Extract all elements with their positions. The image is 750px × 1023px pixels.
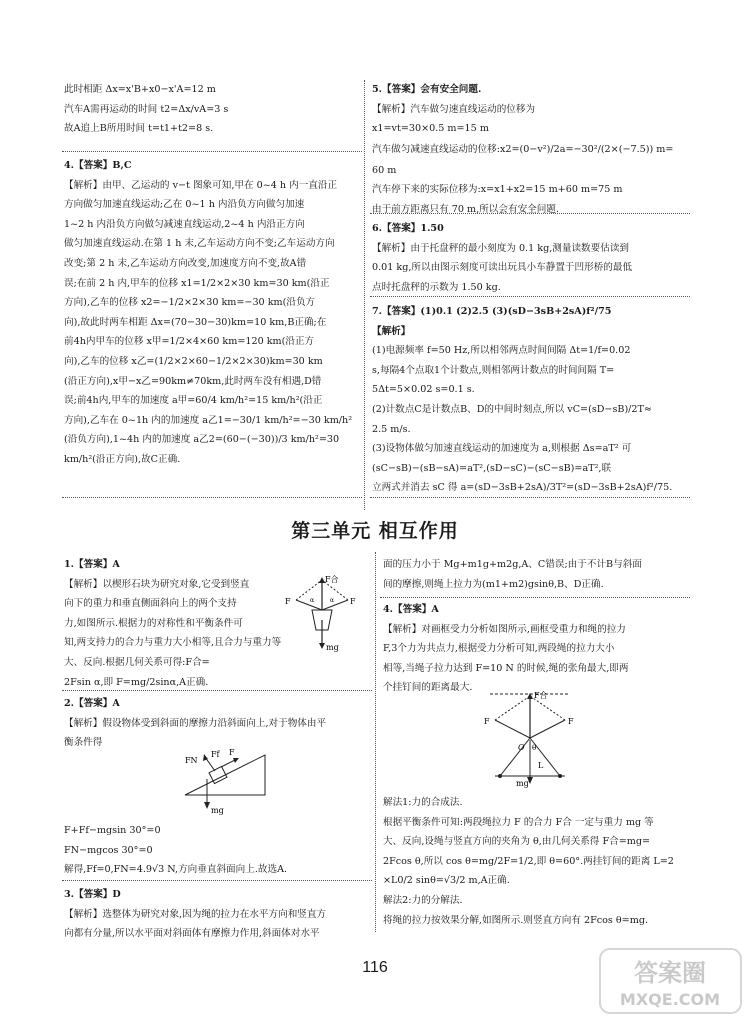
analysis-label: 【解析】 (372, 325, 411, 337)
watermark-bottom-text: MXQE.COM (619, 990, 721, 1009)
question-5-block (372, 80, 690, 220)
text-line: (沿正方向),x甲−x乙=90km≠70km,此时两车没有相遇,D错 (64, 375, 322, 387)
watermark-logo (598, 945, 743, 1017)
page-number: 116 (362, 959, 388, 976)
text-line: s,每隔4个点取1个计数点,则相邻两计数点的时间间隔 T= (372, 364, 615, 376)
text-line: 知,两支持力的合力与重力大小相等,且合力与重力等 (64, 637, 282, 649)
text-line: 面的压力小于 Mg+m1g+m2g,A、C错误;由于不计B与斜面 (383, 559, 642, 570)
text-line: 【解析】由于托盘秤的最小刻度为 0.1 kg,测量读数要估读到 (372, 242, 630, 254)
text-line: 方向),乙车的位移 x2=−1/2×2×30 km=−30 km(沿负方 (64, 297, 316, 309)
text-line: F+Ff−mgsin 30°=0 (64, 825, 161, 836)
alpha-left-label: α (310, 597, 315, 604)
text-line: 【解析】汽车做匀速直线运动的位移为 (372, 103, 536, 115)
ff-label: Ff (211, 750, 220, 759)
text-line: 【解析】以楔形石块为研究对象,它受到竖直 (64, 578, 250, 590)
text-line: 【解析】对画框受力分析如图所示,画框受重力和绳的拉力 (383, 623, 626, 635)
incline-force-diagram (175, 745, 275, 817)
left-divider-2 (62, 497, 362, 498)
text-line: (sC−sB)−(sB−sA)=aT²,(sD−sC)−(sC−sB)=aT²,联 (372, 462, 612, 474)
text-line: 解得,Ff=0,FN=4.9√3 N,方向垂直斜面向上.故选A. (64, 864, 288, 876)
f-sum-label: F合 (325, 575, 339, 584)
lb-divider-2 (62, 880, 372, 881)
text-line: 向),故此时两车相距 Δx=(70−30−30)km=10 km,B正确;在 (64, 316, 327, 328)
text-line: 间的摩擦,则绳上拉力为(m1+m2)gsinθ,B、D正确. (383, 578, 604, 590)
frame-force-diagram (480, 688, 580, 788)
question-6-block (372, 219, 690, 297)
answer-label: 1.【答案】A (64, 559, 120, 570)
text-line: 60 m (372, 164, 397, 176)
text-line: 此时相距 Δx=x'B+x0−x'A=12 m (64, 84, 216, 95)
text-line: x1=vt=30×0.5 m=15 m (372, 123, 489, 135)
text-line: 由于前方距离只有 70 m,所以会有安全问题. (372, 203, 560, 215)
question-7-block (372, 302, 690, 498)
rb-divider-1 (380, 597, 690, 598)
text-line: (1)电源频率 f=50 Hz,所以相邻两点时间间隔 Δt=1/f=0.02 (372, 345, 631, 357)
question-2-equations (64, 821, 374, 880)
text-line: 点时托盘秤的示数为 1.50 kg. (372, 281, 501, 293)
text-line: 前4h内甲车的位移 x甲=1/2×4×60 km=120 km(沿正方 (64, 336, 315, 348)
answer-label: 2.【答案】A (64, 698, 120, 709)
text-line: 2Fcos θ,所以 cos θ=mg/2F=1/2,即 θ=60°.两挂钉间的距离 L=2 (383, 855, 674, 867)
text-line: 衡条件得 (64, 737, 103, 749)
text-line: FN−mgcos 30°=0 (64, 844, 153, 856)
column-divider-bottom (375, 552, 376, 932)
text-line: 0.01 kg,所以由图示刻度可读出玩具小车静置于凹形桥的最低 (372, 262, 633, 274)
text-line: ×L0/2 sinθ=√3/2 m,A正确. (383, 875, 510, 887)
text-line: 做匀加速直线运动.在第 1 h 末,乙车运动方向不变;乙车运动方向 (64, 238, 335, 250)
answer-label: 4.【答案】B,C (64, 160, 132, 171)
l-label: L (538, 761, 544, 770)
answer-label: 7.【答案】(1)0.1 (2)2.5 (3)(sD−3sB+2sA)f²/75 (372, 306, 612, 317)
question-4-block (64, 156, 364, 470)
text-line: 向都有分量,所以水平面对斜面体有摩擦力作用,斜面体对水平 (64, 928, 320, 940)
o-label: O (518, 743, 525, 752)
left-top-section (64, 80, 364, 139)
text-line: 1~2 h 内沿负方向做匀减速直线运动,2~4 h 内沿正方向 (64, 218, 305, 230)
watermark-top-text: 答案圈 (634, 959, 706, 987)
text-line: 改变;第 2 h 末,乙车运动方向改变,加速度方向不变,故A错 (64, 257, 307, 269)
unit-title: 第三单元 相互作用 (291, 520, 459, 542)
text-line: 方向),乙车在 0~1h 内的加速度 a乙1=−30/1 km/h²=−30 km/h² (64, 414, 353, 426)
theta-label: θ (532, 744, 537, 752)
f-left-label: F (285, 597, 291, 606)
answer-label: 6.【答案】1.50 (372, 223, 444, 234)
f-right-label: F (350, 597, 356, 606)
mg-label: mg (326, 643, 339, 652)
f-sum-label: F合 (534, 691, 548, 700)
text-line: 将绳的拉力按效果分解,如图所示.则竖直方向有 2Fcos θ=mg. (383, 914, 649, 926)
column-divider-top (364, 80, 365, 510)
wedge-force-diagram (282, 572, 362, 654)
text-line: 力,如图所示.根据力的对称性和平衡条件可 (64, 617, 243, 629)
text-line: 向下的重力和垂直侧面斜向上的两个支持 (64, 598, 237, 610)
question-3-continued (383, 555, 693, 594)
text-line: 方向做匀加速直线运动;乙在 0~1 h 内沿负方向做匀加速 (64, 199, 305, 211)
text-line: 【解析】由甲、乙运动的 v−t 图象可知,甲在 0~4 h 内一直沿正 (64, 179, 338, 191)
text-line: 汽车停下来的实际位移为:x=x1+x2=15 m+60 m=75 m (372, 184, 623, 196)
text-line: 向),乙车的位移 x乙=(1/2×2×60−1/2×2×30)km=30 km (64, 355, 323, 367)
text-line: (3)设物体做匀加速直线运动的加速度为 a,则根据 Δs=aT² 可 (372, 443, 632, 455)
text-line: 【解析】选整体为研究对象,因为绳的拉力在水平方向和竖直方 (64, 908, 327, 920)
answer-label: 3.【答案】D (64, 889, 121, 900)
question-2-block (64, 694, 374, 753)
answer-label: 5.【答案】会有安全问题. (372, 84, 482, 95)
text-line: 解法2:力的分解法. (383, 894, 463, 906)
text-line: 2Fsin α,即 F=mg/2sinα,A正确. (64, 676, 209, 688)
text-line: F,3个力为共点力,根据受力分析可知,两段绳的拉力大小 (383, 643, 615, 655)
text-line: (沿负方向),1~4h 内的加速度 a乙2=(60−(−30))/3 km/h²=30 (64, 434, 340, 446)
text-line: 汽车A需再运动的时间 t2=Δx/vA=3 s (64, 103, 229, 115)
f-right-label: F (568, 717, 574, 726)
f-label: F (229, 748, 235, 757)
question-4-solutions (383, 793, 693, 930)
text-line: 误;前4h内,甲车的加速度 a甲=60/4 km/h²=15 km/h²(沿正 (64, 395, 323, 407)
text-line: 立两式并消去 sC 得 a=(sD−3sB+2sA)/3T²=(sD−3sB+2sA)f²/75. (372, 482, 673, 494)
text-line: 相等,当绳子拉力达到 F=10 N 的时候,绳的张角最大,即两 (383, 662, 629, 674)
alpha-right-label: α (330, 597, 335, 604)
text-line: 【解析】假设物体受到斜面的摩擦力沿斜面向上,对于物体由平 (64, 717, 327, 729)
mg-label: mg (211, 806, 224, 815)
answer-label: 4.【答案】A (383, 604, 439, 615)
text-line: 汽车做匀减速直线运动的位移:x2=(0−v²)/2a=−30²/(2×(−7.5)) m= (372, 143, 674, 155)
text-line: km/h²(沿正方向),故C正确. (64, 453, 181, 465)
fn-label: FN (185, 756, 198, 765)
text-line: 解法1:力的合成法. (383, 797, 463, 808)
f-left-label: F (484, 717, 490, 726)
text-line: (2)计数点C是计数点B、D的中间时刻点,所以 vC=(sD−sB)/2T≈ (372, 403, 652, 415)
text-line: 根据平衡条件可知:两段绳拉力 F 的合力 F合 一定与重力 mg 等 (383, 816, 654, 828)
text-line: 大、反向,设绳与竖直方向的夹角为 θ,由几何关系得 F合=mg= (383, 836, 651, 848)
left-divider-1 (62, 151, 362, 152)
text-line: 5Δt=5×0.02 s=0.1 s. (372, 384, 475, 396)
question-4-unit3-block (383, 600, 693, 698)
question-3-block (64, 885, 374, 944)
text-line: 故A追上B所用时间 t=t1+t2=8 s. (64, 123, 214, 135)
text-line: 误;在前 2 h 内,甲车的位移 x1=1/2×2×30 km=30 km(沿正 (64, 277, 330, 289)
text-line: 2.5 m/s. (372, 423, 411, 435)
mg-label: mg (516, 779, 529, 788)
text-line: 个挂钉间的距离最大. (383, 682, 473, 694)
text-line: 大、反向.根据几何关系可得:F合= (64, 656, 210, 668)
